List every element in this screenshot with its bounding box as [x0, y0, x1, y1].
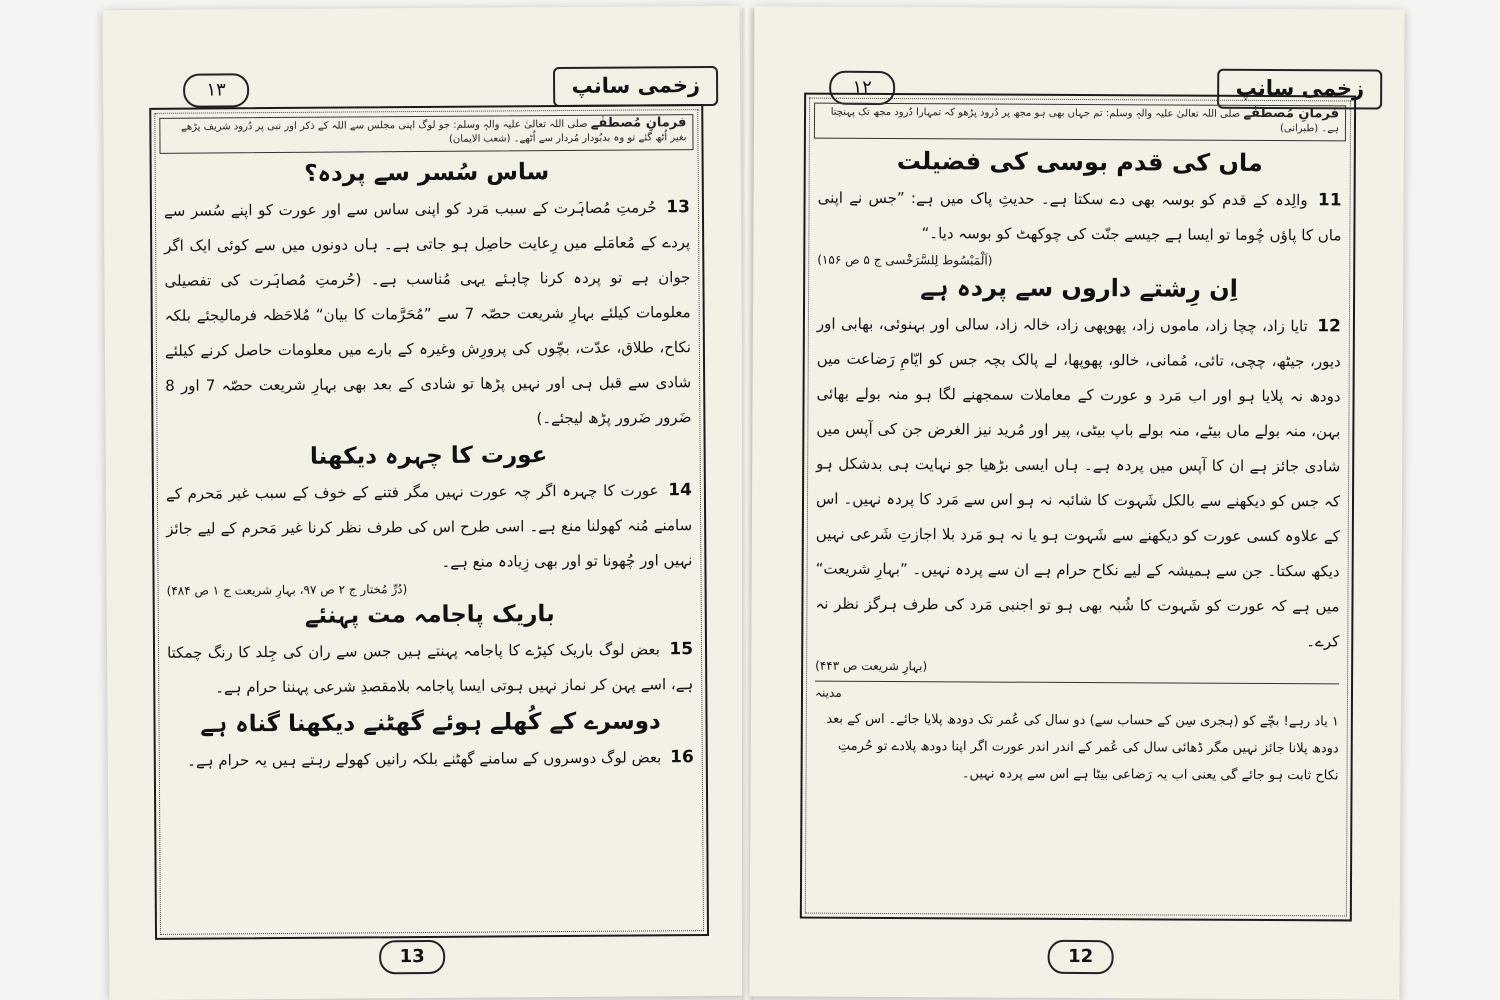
- paragraph-number: 15: [669, 639, 694, 660]
- footnote-marker: مدینہ: [814, 685, 842, 700]
- reference-citation: (اَلْمَبْسُوط لِلسَّرَخْسی ج ۵ ص ۱۵۶): [817, 252, 993, 268]
- banner-label: فرمانِ مُصطفٰے: [590, 115, 687, 131]
- paragraph-number: 12: [1317, 316, 1341, 337]
- paragraph-text: حُرمتِ مُصاہَرت کے سبب مَرد کو اپنی ساس سے اور عورت کو اپنے سُسر سے پردے کے مُعامَلے میں رِعایت حاصِل ہو جاتی ہے۔ ہاں دونوں میں سے کوئی ایک اگر جوان ہے تو پردہ کرنا چاہئے یہی مُناسب ہے۔ (حُرمتِ مُصاہَرت کی تفصیلی معلومات کیلئے بہارِ شریعت حصّہ 7 سے ”مُحَرَّمات کا بیان“ مُلاحَظہ فرمالیجئے بلکہ نکاح، طلاق، عدّت، بچّوں کی پرورِش وغیرہ کے بارے میں معلومات حاصل کرنے کیلئے شادی سے قبل ہی اور نہیں پڑھا تو شادی کے بعد بھی بہارِ شریعت حصّہ 7 اور 8 ضَرور ضَرور پڑھ لیجئے۔): [163, 198, 692, 428]
- reference-citation: (دُرِّ مُختار ج ۲ ص ۹۷، بہارِ شریعت ج ۱ ص ۴۸۴): [166, 582, 408, 598]
- page-number-top: ۱۲: [829, 71, 895, 105]
- running-title: زخمی سانپ: [1218, 69, 1383, 110]
- hadith-banner: [814, 103, 1346, 142]
- page-number-top: ۱۳: [183, 73, 249, 107]
- paragraph-text: تایا زاد، چچا زاد، ماموں زاد، پھوپھی زاد، خالہ زاد، سالی اور بہنوئی، بھابی اور دیور، جیٹھ، چچی، تائی، مُمانی، خالو، پھوپھا، لے پالک بچہ جس کو ایّامِ رَضاعت میں دودھ نہ پلایا ہو اور اب مَرد و عورت کے معاملات سمجھنے لگا ہو منہ بولے بھائی بہن، منہ بولے ماں بیٹے، منہ بولے باپ بیٹی، پیر اور مُرید نیز الغرض جن کی آپس میں شادی جائز ہے ان کا آپس میں پردہ ہے۔ ہاں ایسی بڑھیا جو نہایت ہی بدشکل ہو کہ جس کو دیکھنے سے بالکل شَہوت کا شائبہ نہ ہو اس سے مَرد کا پردہ نہیں۔ اس کے علاوہ کسی عورت کو دیکھنے سے شَہوت ہو یا نہ ہو مَرد بلا اجازتِ شَرعی نہیں دیکھ سکتا۔ جن سے ہمیشہ کے لیے نکاح حرام ہے ان سے پردہ نہیں۔ ”بہارِ شریعت“ میں ہے کہ عورت کو شَہوت کا شُبہ بھی ہو تو اجنبی مَرد کی طرف ہرگز نظر نہ کرے۔: [815, 314, 1341, 651]
- left-page: [103, 6, 747, 1000]
- paragraph: [815, 307, 1341, 660]
- paragraph: [817, 181, 1341, 254]
- page-number-bottom: 13: [379, 940, 445, 974]
- paragraph-text: والِدہ کے قدم کو بوسہ بھی دے سکتا ہے۔ حدیثِ پاک میں ہے: ”جس نے اپنی ماں کا پاؤں چُوما تو ایسا ہے جیسے جنّت کی چوکھٹ کو بوسہ دیا۔“: [817, 188, 1342, 245]
- section-heading: عورت کا چہرہ دیکھنا: [309, 442, 548, 470]
- footnote: ۱ یاد رہے! بچّے کو (ہجری سِن کے حساب سے) دو سال کی عُمر تک دودھ پلایا جائے۔ اس کے بعد دودھ پلانا جائز نہیں مگر ڈھائی سال کی عُمر کے اندر اندر عورت اگر اپنا دودھ پلادے تو حُرمتِ نکاح ثابت ہو جائے گی یعنی اب یہ رَضاعی بیٹا ہے اس سے پردہ نہیں۔: [826, 711, 1339, 784]
- paragraph-text: عورت کا چہرہ اگر چہ عورت نہیں مگر فتنے کے خوف کے سبب غیر مَحرم کے سامنے مُنہ کھولنا منع ہے۔ اسی طرح اس کی طرف نظر کرنا غیر مَحرم کے لیے جائز نہیں اور چُھونا تو اور بھی زِیادہ منع ہے۔: [165, 481, 693, 571]
- page-content: [815, 141, 1342, 790]
- page-content: [164, 152, 694, 779]
- page-frame: [149, 104, 709, 940]
- paragraph: [167, 632, 693, 706]
- section-heading: دوسرے کے کُھلے ہوئے گھٹنے دیکھنا گناہ ہے: [200, 708, 661, 738]
- hadith-banner: [159, 114, 693, 154]
- banner-text: صلی اللہ تعالیٰ علیہ والہٖ وسلم: تم جہاں بھی ہو مجھ پر دُرود پڑھو کہ تمہارا دُرود مجھ تک پہنچتا ہے۔ (طبرانی): [830, 106, 1339, 135]
- paragraph-number: 14: [668, 480, 692, 501]
- section-heading: اِن رِشتے داروں سے پردہ ہے: [920, 273, 1239, 303]
- banner-label: فرمانِ مُصطفٰے: [1243, 105, 1340, 122]
- right-page: [749, 6, 1404, 999]
- page-number-bottom: 12: [1048, 940, 1114, 974]
- section-heading: ساس سُسر سے پردہ؟: [304, 159, 550, 187]
- paragraph-number: 11: [1317, 190, 1342, 211]
- section-heading: باریک پاجامہ مت پہنئے: [304, 601, 555, 629]
- paragraph: [168, 740, 694, 779]
- paragraph: [164, 190, 692, 439]
- paragraph-number: 16: [670, 747, 694, 768]
- banner-text: صلی اللہ تعالیٰ علیہ والہٖ وسلم: جو لوگ اپنی مجلس سے اللہ کے ذکر اور نبی پر دُرود شریف پڑھے بغیر اُٹھ گئے تو وہ بدبُودار مُردار سے اُٹھے۔ (شعب الایمان): [180, 118, 687, 145]
- paragraph-text: بعض لوگ باریک کپڑے کا پاجامہ پہنتے ہیں جس سے ران کی جِلد کا رنگ چمکتا ہے، اسے پہن کر نماز نہیں ہوتی ایسا پاجامہ بلامقصدِ شرعی پہننا حرام ہے۔: [166, 640, 694, 697]
- running-title: زخمی سانپ: [553, 66, 718, 107]
- paragraph-text: بعض لوگ دوسروں کے سامنے گھٹنے بلکہ رانیں کھولے رہتے ہیں یہ حرام ہے۔: [187, 748, 662, 770]
- reference-citation: (بہارِ شریعت ص ۴۴۳): [815, 658, 928, 674]
- section-heading: ماں کی قدم بوسی کی فضیلت: [896, 147, 1263, 177]
- paragraph: [166, 473, 693, 582]
- footnote-divider: [815, 681, 1339, 685]
- page-frame: [800, 93, 1356, 922]
- paragraph-number: 13: [666, 197, 691, 218]
